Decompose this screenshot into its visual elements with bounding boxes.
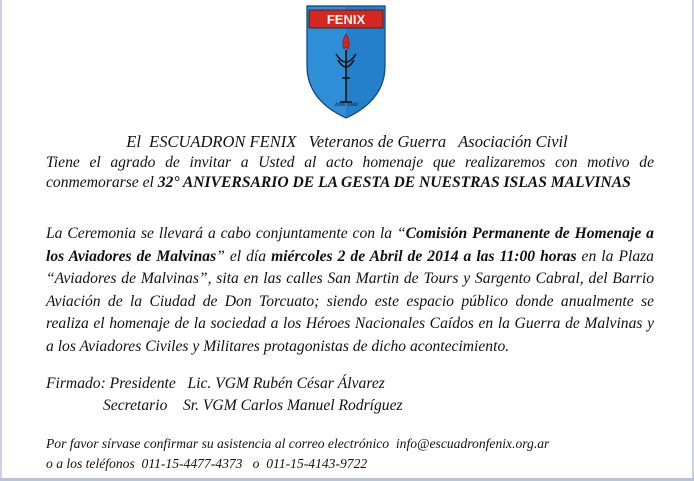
page-border-left [0,0,2,481]
svg-text:FENIX: FENIX [326,12,366,27]
president-signature: Firmado: Presidente Lic. VGM Rubén César Álvarez [46,375,385,392]
svg-text:2000 1000: 2000 1000 [334,102,358,108]
anniversary-title: 32° ANIVERSARIO DE LA GESTA DE NUESTRAS ISLAS MALVINAS [157,174,631,191]
event-datetime: miércoles 2 de Abril de 2014 a las 11:00 horas [271,247,577,265]
details-location: en la Plaza “Aviadores de Malvinas”, sita en las calles San Martin de Tours y Sargento Cabral, del Barrio Aviación de la Ciudad de Don Torcuato; siendo este espacio público donde anualmente se realiza el homenaje de la sociedad a los Héroes Nacionales Caídos en la Guerra de Malvinas y a los Aviadores Civiles y Militares protagonistas de dicho acontecimiento. [46,247,654,355]
fenix-shield-logo [306,4,386,120]
rsvp-phone-line: o a los teléfonos 011-15-4477-4373 o 011-15-4143-9722 [46,456,368,471]
details-connector: ” el día [216,247,272,265]
invitation-text: Tiene el agrado de invitar a Usted al acto homenaje que realizaremos con motivo de conmemorarse el [46,154,654,191]
rsvp-email-line: Por favor sírvase confirmar su asistencia al correo electrónico info@escuadronfenix.org.ar [46,436,550,451]
secretary-signature: Secretario Sr. VGM Carlos Manuel Rodríguez [103,397,403,414]
association-heading: El ESCUADRON FENIX Veteranos de Guerra Asociación Civil [126,132,568,151]
details-intro: La Ceremonia se llevará a cabo conjuntamente con la “ [46,225,406,242]
invitation-paragraph [46,153,654,193]
ceremony-details-paragraph [46,223,654,359]
commission-name: Comisión Permanente de Homenaje a los Aviadores de Malvinas [46,225,654,265]
